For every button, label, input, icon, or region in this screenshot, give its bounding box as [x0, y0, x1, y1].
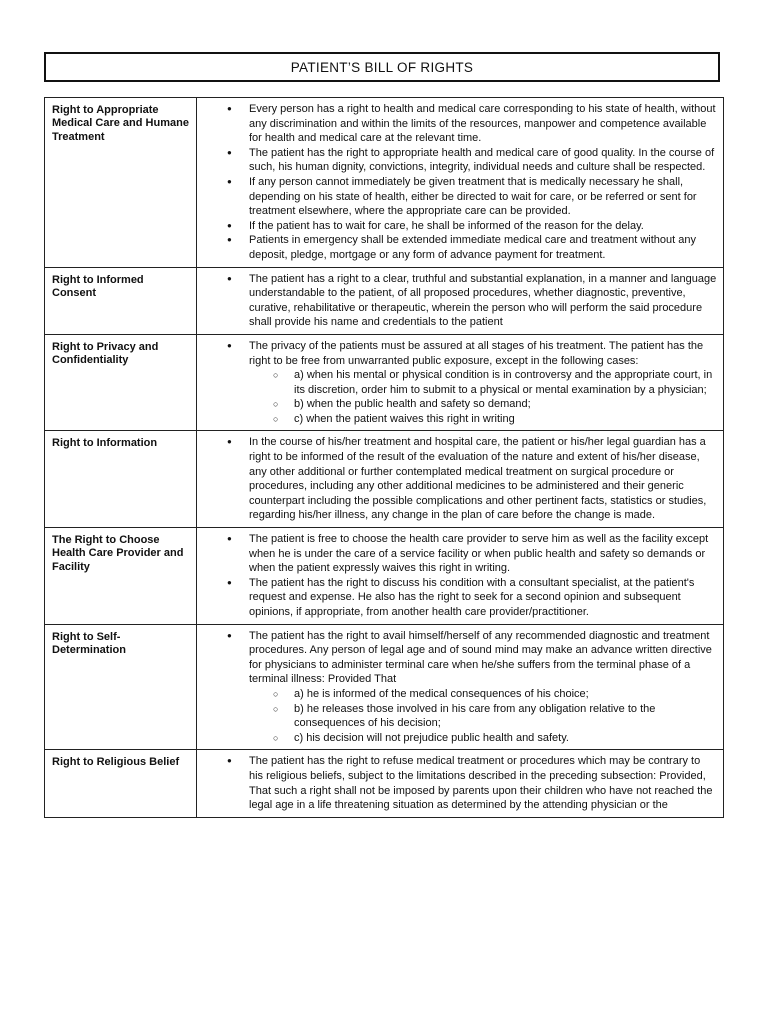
list-item: ● The patient has a right to a clear, truthful and substantial explanation, in a manner and language understandable to the patient, of all proposed procedures, whether diagnostic, preventive, curative, rehabilitative or therapeutic, wherein the person who will perform the said procedure shall provide his name and credentials to the patient	[197, 272, 717, 330]
row-body	[197, 750, 723, 816]
sub-list-item: ○ a) he is informed of the medical consequences of his choice;	[249, 687, 717, 702]
row-heading: Right to Information	[45, 431, 197, 527]
sub-list-item: ○ c) when the patient waives this right in writing	[249, 412, 717, 427]
sub-list-item: ○ c) his decision will not prejudice public health and safety.	[249, 731, 717, 746]
list-item: ● Patients in emergency shall be extended immediate medical care and treatment without any deposit, pledge, mortgage or any form of advance payment for treatment.	[197, 233, 717, 262]
row-heading: Right to Privacy and Confidentiality	[45, 335, 197, 431]
row-heading: Right to Religious Belief	[45, 750, 197, 816]
sub-list-item: ○ b) when the public health and safety so demand;	[249, 397, 717, 412]
row-body	[197, 625, 723, 750]
row-body	[197, 268, 723, 334]
table-row	[45, 750, 723, 817]
list-item	[197, 339, 717, 427]
list-item: ● If the patient has to wait for care, he shall be informed of the reason for the delay.	[197, 219, 717, 234]
list-item: ● The patient has the right to discuss his condition with a consultant specialist, at the patient's request and expense. He also has the right to seek for a second opinion and subsequent opinions, if appropriate, from another health care provider/practitioner.	[197, 576, 717, 620]
list-item-text: The privacy of the patients must be assured at all stages of his treatment. The patient has the right to be free from unwarranted public exposure, except in the following cases:	[249, 339, 704, 367]
list-item: ● The patient has the right to appropriate health and medical care of good quality. In the course of such, his human dignity, convictions, integrity, individual needs and culture shall be respected.	[197, 146, 717, 175]
table-row	[45, 528, 723, 625]
document-title: PATIENT’S BILL OF RIGHTS	[44, 52, 720, 82]
row-heading: Right to Self-Determination	[45, 625, 197, 750]
sub-list-item: ○ b) he releases those involved in his care from any obligation relative to the consequences of his decision;	[249, 702, 717, 731]
row-body	[197, 98, 723, 267]
row-body	[197, 431, 723, 527]
sub-list-item: ○ a) when his mental or physical condition is in controversy and the appropriate court, in its discretion, order him to submit to a physical or mental examination by a physician;	[249, 368, 717, 397]
table-row	[45, 335, 723, 432]
rights-table	[44, 97, 724, 818]
list-item: ● The patient has the right to refuse medical treatment or procedures which may be contrary to his religious beliefs, subject to the limitations described in the preceding subsection: Provided, That such a right shall not be imposed by parents upon their children who have not reached the legal age in a life threatening situation as determined by the attending physician or the	[197, 754, 717, 812]
list-item	[197, 629, 717, 746]
row-heading: Right to Informed Consent	[45, 268, 197, 334]
list-item: ● The patient is free to choose the health care provider to serve him as well as the facility except when he is under the care of a service facility or when public health and safety so demands or when the patient expressly waives this right in writing.	[197, 532, 717, 576]
list-item: ● If any person cannot immediately be given treatment that is medically necessary he shall, depending on his state of health, either be directed to wait for care, or be referred or sent for treatment elsewhere, where the appropriate care can be provided.	[197, 175, 717, 219]
table-row	[45, 98, 723, 268]
row-heading: The Right to Choose Health Care Provider and Facility	[45, 528, 197, 624]
table-row	[45, 268, 723, 335]
table-row	[45, 625, 723, 751]
table-row	[45, 431, 723, 528]
row-body	[197, 335, 723, 431]
row-heading: Right to Appropriate Medical Care and Humane Treatment	[45, 98, 197, 267]
list-item-text: The patient has the right to avail himself/herself of any recommended diagnostic and treatment procedures. Any person of legal age and of sound mind may make an advance written directive for physicians to administer terminal care when he/she suffers from the terminal phase of a terminal illness: Provided That	[249, 629, 712, 686]
row-body	[197, 528, 723, 624]
list-item: ● Every person has a right to health and medical care corresponding to his state of health, without any discrimination and within the limits of the resources, manpower and competence available for health and medical care at the relevant time.	[197, 102, 717, 146]
list-item: ● In the course of his/her treatment and hospital care, the patient or his/her legal guardian has a right to be informed of the result of the evaluation of the nature and extent of his/her disease, any other additional or further contemplated medical treatment on surgical procedure or procedures, including any other additional medicines to be administered and their generic counterpart including the possible complications and other pertinent facts, statistics or studies, regarding his/her illness, any change in the plan of care before the change is made.	[197, 435, 717, 523]
